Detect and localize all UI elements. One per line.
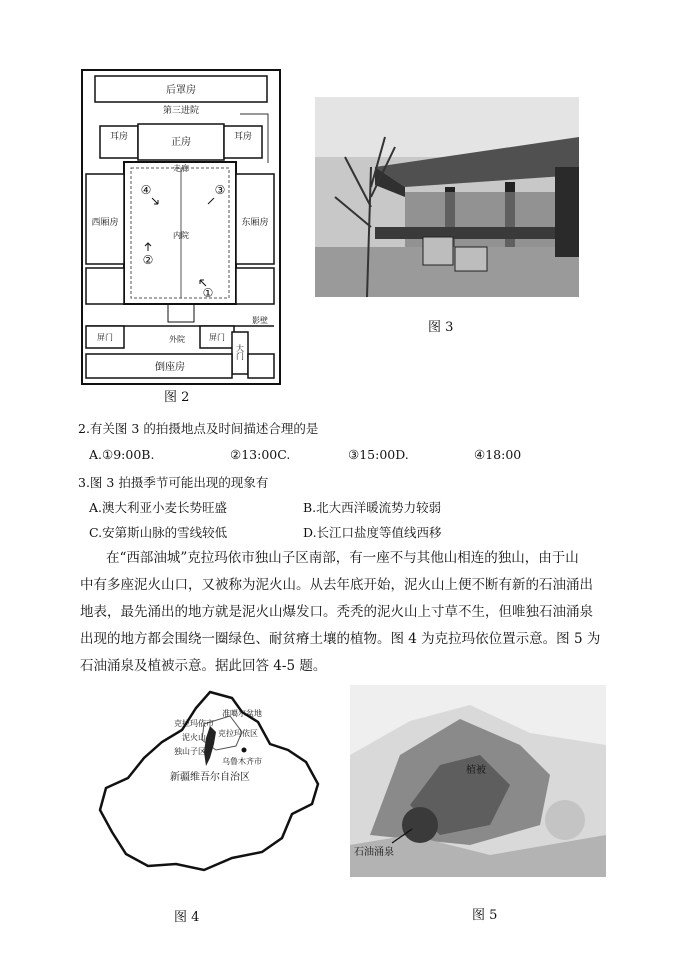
screen-wall-label: 影壁 [252,316,268,325]
passage-line-1: 在“西部油城”克拉玛依市独山子区南部，有一座不与其他山相连的独山，由于山 [106,550,579,566]
question-3-option-d[interactable]: D.长江口盐度等值线西移 [303,525,442,540]
dushanzi-label: 独山子区 [174,747,206,756]
question-3-stem: 3.图 3 拍摄季节可能出现的现象有 [78,475,269,490]
marker-3: ③ [214,183,226,197]
figure-2-courtyard-plan [80,68,284,408]
figure-4-map [92,688,326,876]
passage [80,545,628,680]
passage-line-4: 出现的地方都会围绕一圈绿色、耐贫瘠土壤的植物。图 4 为克拉玛依位置示意。图 5 为 [80,631,601,647]
question-3-option-b[interactable]: B.北大西洋暖流势力较弱 [303,500,442,515]
figure-2-caption: 图 2 [164,390,190,405]
karamay-city-label: 克拉玛依市 [174,719,214,728]
question-2-option-d[interactable]: ④18:00 [474,447,522,462]
question-3-option-c[interactable]: C.安第斯山脉的雪线较低 [89,525,228,540]
urumqi-marker [242,748,247,753]
oil-spring-label: 石油涌泉 [354,847,394,858]
karamay-district-label: 克拉玛依区 [218,729,258,738]
passage-line-2: 中有多座泥火山口，又被称为泥火山。从去年底开始，泥火山上便不断有新的石油涌出 [80,577,593,593]
vegetation-label: 植被 [466,765,486,776]
third-court-label: 第三进院 [162,106,200,116]
mud-volcano-label: 泥火山 [182,733,206,742]
east-wing-label: 东厢房 [241,218,269,228]
marker-1: ① [202,286,214,300]
outer-court-label: 外院 [169,335,185,344]
figure-3-caption: 图 3 [428,320,454,335]
figure-5-caption: 图 5 [472,908,498,923]
back-house-label: 后罩房 [166,85,196,96]
marker-4: ④ [140,183,152,197]
reverse-house-label: 倒座房 [155,362,185,373]
question-2-option-c[interactable]: ③15:00D. [348,447,409,462]
urumqi-label: 乌鲁木齐市 [222,757,262,766]
corridor-label: 走廊 [173,164,189,173]
question-2-stem: 2.有关图 3 的拍摄地点及时间描述合理的是 [78,421,319,436]
figure-3-photo [315,97,579,297]
question-2-option-a[interactable]: A.①9:00B. [89,447,155,462]
figure-4-caption: 图 4 [174,910,200,925]
basin-label: 准噶尔盆地 [222,709,262,718]
ear-room-left-label: 耳房 [109,132,129,142]
ear-room-right-label: 耳房 [233,132,253,142]
passage-line-5: 石油涌泉及植被示意。据此回答 4-5 题。 [80,658,327,674]
region-label: 新疆维吾尔自治区 [170,772,250,783]
main-gate-label: 大门 [235,344,245,360]
question-3-option-a[interactable]: A.澳大利亚小麦长势旺盛 [89,500,228,515]
west-wing-label: 西厢房 [91,218,119,228]
gate-left-label: 屏门 [97,333,113,342]
main-house-label: 正房 [171,137,191,148]
figure-5-photo [350,685,606,877]
gate-right-label: 屏门 [209,333,225,342]
question-2-option-b[interactable]: ②13:00C. [230,447,291,462]
inner-court-label: 内院 [173,231,189,240]
marker-2: ② [142,253,154,267]
passage-line-3: 地表，最先涌出的地方就是泥火山爆发口。秃秃的泥火山上寸草不生，但唯独石油涌泉 [80,604,593,620]
